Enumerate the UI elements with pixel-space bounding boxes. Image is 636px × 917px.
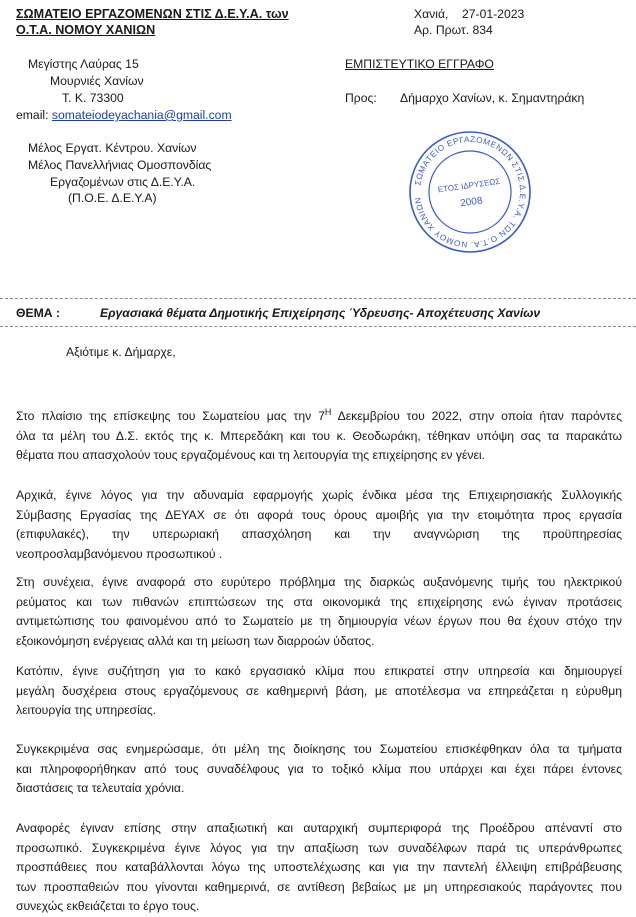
subject-text: Εργασιακά θέματα Δημοτικής Επιχείρησης Ύδρευσης- Αποχέτευσης Χανίων (100, 306, 541, 320)
paragraph-line: Στο πλαίσιο της επίσκεψης του Σωματείου μας την $7^H$ Δεκεμβρίου του 2022, στην οποία ήταν παρόντες (16, 406, 622, 423)
body-paragraph-2 (16, 486, 622, 564)
paragraph-line: εξοικονόμηση ενέργειας αλλά και τη μείωση των διαρροών ύδατος. (16, 633, 375, 648)
body-paragraph-3 (16, 573, 622, 651)
stamp-year: 2008 (459, 195, 484, 210)
header-divider (0, 298, 636, 299)
paragraph-line: Σύμβασης Εργασίας της ΔΕΥΑΧ σε ότι αφορά τους όρους αμοιβής για την ετοιμότητα προς εργασία (16, 507, 622, 522)
paragraph-line: μεγάλη δυσχέρεια στους εργαζόμενους σε καθημερινή βάση, με αποτέλεσμα να επηρεάζεται η εύρυθμη (16, 683, 622, 698)
body-paragraph-1 (16, 407, 622, 466)
paragraph-line: θέματα που απασχολούν τους εργαζομένους και τη λειτουργία της επιχείρησης εν γένει. (16, 448, 485, 462)
recipient-value: Δήμαρχο Χανίων, κ. Σημαντηράκη (400, 91, 585, 105)
email-line (16, 108, 232, 122)
place-date: Χανιά, 27-01-2023 (414, 7, 525, 21)
subject-label: ΘΕΜΑ : (16, 306, 61, 320)
stamp-outer-ring (410, 132, 530, 252)
union-name-line1: ΣΩΜΑΤΕΙΟ ΕΡΓΑΖΟΜΕΝΩΝ ΣΤΙΣ Δ.Ε.Υ.Α. των (16, 7, 289, 21)
address-street: Μεγίστης Λαύρας 15 (28, 57, 139, 71)
membership-line1: Μέλος Εργατ. Κέντρου. Χανίων (28, 141, 197, 155)
stamp-ring-text: ΣΩΜΑΤΕΙΟ ΕΡΓΑΖΟΜΕΝΩΝ ΣΤΙΣ Δ.Ε.Υ.Α. ΤΩΝ Ο.Τ.Α. ΝΟΜΟΥ ΧΑΝΙΩΝ (413, 134, 528, 250)
paragraph-line: (επιφυλακές), την υπερωριακή απασχόληση και την αναγνώριση της προϋπηρεσίας (16, 527, 622, 541)
paragraph-line: Συγκεκριμένα σας ενημερώσαμε, ότι μέλη της διοίκησης του Σωματείου επισκέφθηκαν όλα τα τμήματα (16, 742, 622, 756)
paragraph-line: συνεχώς εκθειάζεται το έργο τους. (16, 899, 200, 913)
membership-line3: Εργαζομένων στις Δ.Ε.Υ.Α. (50, 175, 196, 189)
email-label: email: (16, 108, 49, 122)
address-postcode: Τ. Κ. 73300 (62, 91, 124, 105)
paragraph-line: προσπάθειες που καταβάλλονται λόγω της υποστελέχωσης και για την παντελή έλλειψη επιβράβευσης (16, 860, 622, 874)
recipient-label: Προς: (345, 91, 377, 105)
paragraph-line: Αναφορές έγιναν επίσης στην απαξιωτική και αυταρχική συμπεριφορά της Προέδρου απέναντί στο (16, 821, 622, 835)
membership-line2: Μέλος Πανελλήνιας Ομοσπονδίας (28, 158, 212, 172)
union-name-line2: Ο.Τ.Α. ΝΟΜΟΥ ΧΑΝΙΩΝ (16, 23, 156, 37)
body-paragraph-5 (16, 740, 622, 799)
paragraph-line: λειτουργία της υπηρεσίας. (16, 703, 157, 717)
stamp-inner-text: ΕΤΟΣ ΙΔΡΥΣΕΩΣ (437, 176, 501, 195)
address-area: Μουρνιές Χανίων (50, 74, 144, 88)
paragraph-line: διαστάσεις τα τελευταία χρόνια. (16, 781, 185, 795)
paragraph-line: νεοπροσλαμβανόμενου προσωπικού . (16, 546, 223, 561)
paragraph-line: Κατόπιν, έγινε συζήτηση για το κακό εργασιακό κλίμα που επικρατεί στην υπηρεσία και δημιουργεί (16, 664, 622, 678)
paragraph-line: αντιμετώπισης του φαινομένου από το Σωματείο με τη δημιουργία νέων έργων που θα έχουν στόχο την (16, 614, 622, 628)
confidential-label: ΕΜΠΙΣΤΕΥΤΙΚΟ ΕΓΓΡΑΦΟ (345, 57, 494, 71)
paragraph-line: προσωπικό. Συγκεκριμένα έγινε λόγος για την απαξίωση των συναδέλφων παρά τις υπεράνθρωπες (16, 840, 622, 855)
paragraph-line: Αρχικά, έγινε λόγος για την αδυναμία εφαρμογής χωρίς ένδικα μέσα της Επιχειρησιακής Συλλογικής (16, 488, 622, 502)
union-seal-stamp (406, 128, 534, 256)
paragraph-line: των προσπαθειών που γίνονται καθημερινά, σε αντίθεση βεβαίως με μη υπηρεσιακούς παράγοντες που (16, 879, 622, 894)
paragraph-line: και πληροφορήθηκαν από τους συναδέλφους για το τοξικό κλίμα που υπάρχει και έχει πάρει έντονες (16, 761, 622, 776)
paragraph-line: Στη συνέχεια, έγινε αναφορά στο ευρύτερο πρόβλημα της διαρκώς αυξανόμενης τιμής του ηλεκτρικού (16, 575, 622, 589)
greeting: Αξιότιμε κ. Δήμαρχε, (66, 345, 176, 359)
membership-line4: (Π.Ο.Ε. Δ.Ε.Υ.Α) (68, 191, 157, 205)
subject-divider (0, 326, 636, 327)
paragraph-line: ρεύματος και των πιθανών επιπτώσεων της στα οικονομικά της επιχείρησης ενώ έγιναν προτάσεις (16, 594, 622, 609)
body-paragraph-4 (16, 662, 622, 721)
body-paragraph-6 (16, 819, 622, 917)
protocol-number: Αρ. Πρωτ. 834 (414, 23, 493, 37)
email-link[interactable]: somateiodeyachania@gmail.com (51, 108, 232, 122)
paragraph-line: όλα τα μέλη του Δ.Σ. εκτός της κ. Μπερεδάκη και του κ. Θεοδωράκη, τέθηκαν υπόψη σας τα παρακάτω (16, 428, 622, 443)
